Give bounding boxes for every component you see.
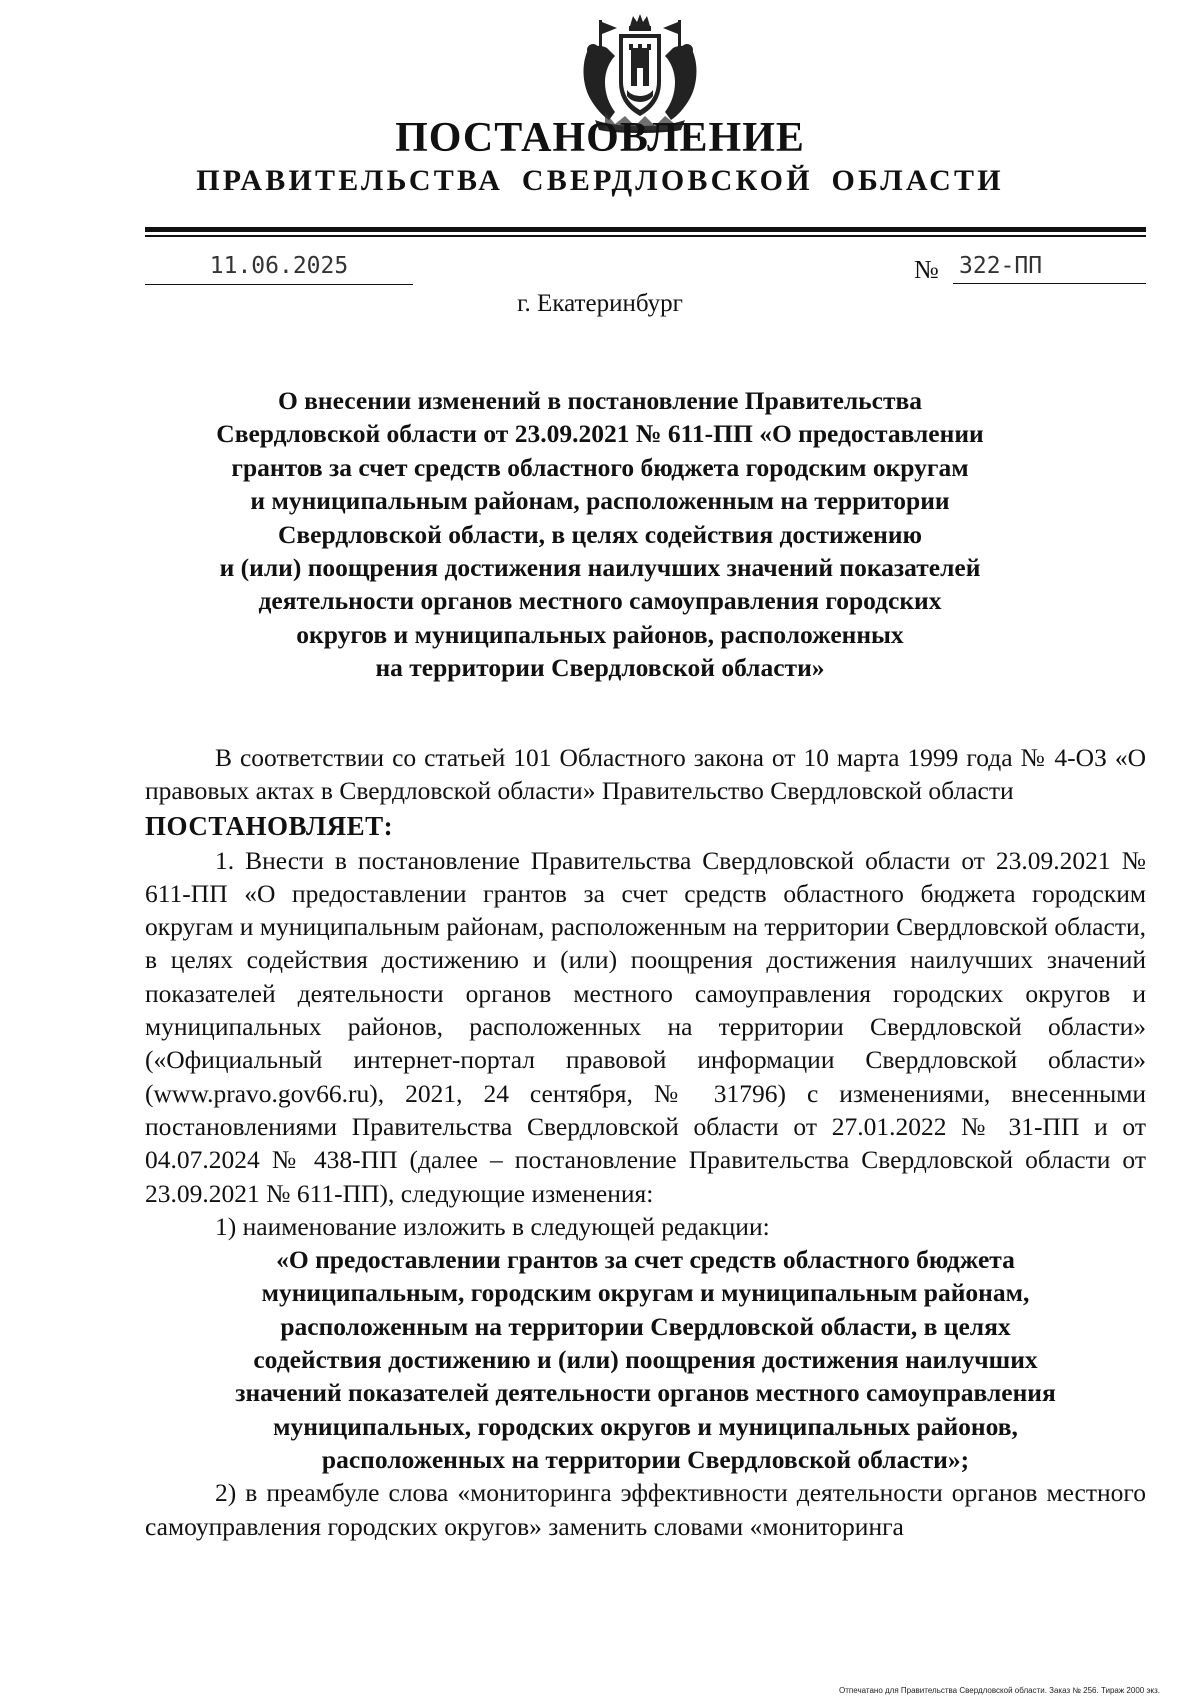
quote-line: значений показателей деятельности органов местного самоуправления bbox=[235, 1378, 1056, 1408]
quote-line: муниципальным, городским округам и муниципальным районам, bbox=[261, 1278, 1030, 1308]
document-title bbox=[180, 384, 1020, 685]
header-rule-thin bbox=[145, 235, 1146, 237]
preamble-paragraph: В соответствии со статьей 101 Областного закона от 10 марта 1999 года № 4-ОЗ «О правовых актах в Свердловской области» Правительство Свердловской области bbox=[145, 743, 1146, 806]
document-date: 11.06.2025 bbox=[145, 248, 413, 285]
quote-line: содействия достижению и (или) поощрения достижения наилучших bbox=[253, 1345, 1038, 1375]
title-line: и (или) поощрения достижения наилучших значений показателей bbox=[219, 553, 981, 583]
title-line: деятельности органов местного самоуправления городских bbox=[258, 586, 942, 616]
number-sign: № bbox=[914, 255, 939, 284]
title-line: Свердловской области, в целях содействия достижению bbox=[277, 519, 923, 549]
quote-line: расположенным на территории Свердловской области, в целях bbox=[280, 1311, 1011, 1341]
new-name-quote bbox=[145, 1243, 1146, 1476]
title-line: О внесении изменений в постановление Правительства bbox=[277, 386, 923, 415]
quote-line: муниципальных, городских округов и муниципальных районов, bbox=[273, 1411, 1018, 1441]
print-note: Отпечатано для Правительства Свердловской области. Заказ № 256. Тираж 2000 экз. bbox=[839, 1686, 1160, 1695]
title-line: Свердловской области от 23.09.2021 № 611-ПП «О предоставлении bbox=[216, 419, 984, 449]
item-1-paragraph: 1. Внести в постановление Правительства Свердловской области от 23.09.2021 № 611-ПП «О предоставлении грантов за счет средств областного бюджета городским округам и муниципальным районам, расположенным на территории Свердловской области, в целях содействия достижению и (или) поощрения достижения наилучших значений показателей деятельности органов местного самоуправления городских округов и муниципальных районов, расположенных на территории Свердловской области» («Официальный интернет-портал правовой информации Свердловской области» (www.pravo.gov66.ru), 2021, 24 сентября, № 31796) с изменениями, внесенными постановлениями Правительства Свердловской области от 27.01.2022 № 31-ПП и от 04.07.2024 № 438-ПП (далее – постановление Правительства Свердловской области от 23.09.2021 № 611-ПП), следующие изменения: bbox=[145, 845, 1146, 1208]
title-line: и муниципальным районам, расположенным на территории bbox=[250, 486, 950, 516]
quote-line: расположенных на территории Свердловской области»; bbox=[321, 1444, 970, 1474]
document-body bbox=[145, 741, 1146, 1543]
issuer-name: ПРАВИТЕЛЬСТВА СВЕРДЛОВСКОЙ ОБЛАСТИ bbox=[196, 164, 1004, 197]
title-line: на территории Свердловской области» bbox=[375, 653, 825, 683]
title-line: округов и муниципальных районов, расположенных bbox=[296, 619, 904, 649]
document-type: ПОСТАНОВЛЕНИЕ bbox=[395, 115, 805, 161]
document-city: г. Екатеринбург bbox=[517, 290, 683, 317]
quote-line: «О предоставлении грантов за счет средств областного бюджета bbox=[276, 1245, 1015, 1275]
document-number: 322-ПП bbox=[953, 248, 1146, 284]
header-rule-thick bbox=[145, 227, 1146, 232]
subitem-2-paragraph: 2) в преамбуле слова «мониторинга эффективности деятельности органов местного самоуправления городских округов» заменить словами «мониторинга bbox=[145, 1478, 1146, 1541]
subitem-1-paragraph: 1) наименование изложить в следующей редакции: bbox=[215, 1211, 770, 1241]
decree-word: ПОСТАНОВЛЯЕТ: bbox=[145, 810, 394, 841]
title-line: грантов за счет средств областного бюджета городским округам bbox=[231, 452, 969, 482]
